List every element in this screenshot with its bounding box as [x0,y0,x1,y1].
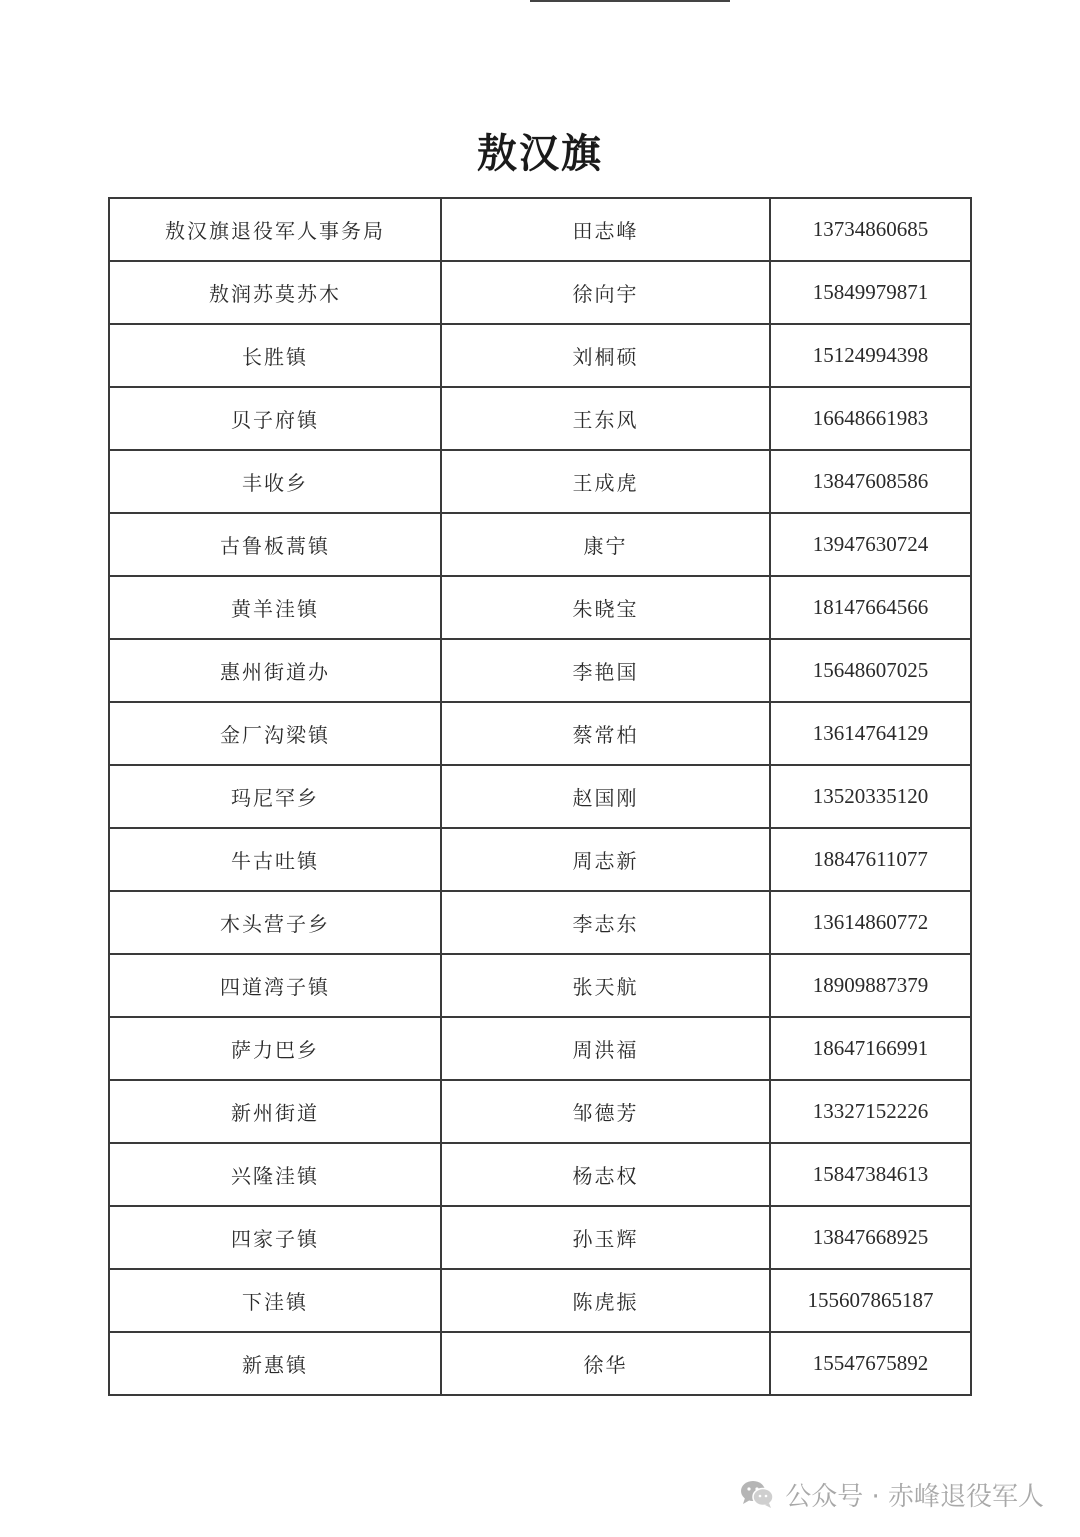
watermark-text: 公众号 · 赤峰退役军人 [785,1481,1044,1512]
phone-cell: 15847384613 [770,1143,971,1206]
name-cell: 李艳国 [441,639,770,702]
unit-cell: 敖润苏莫苏木 [109,261,441,324]
name-cell: 康宁 [441,513,770,576]
table-row [109,954,971,1017]
unit-cell: 牛古吐镇 [109,828,441,891]
phone-cell: 18847611077 [770,828,971,891]
phone-cell: 13614764129 [770,702,971,765]
unit-cell: 黄羊洼镇 [109,576,441,639]
table-row [109,576,971,639]
table-row [109,1080,971,1143]
watermark [739,1474,1044,1514]
unit-cell: 金厂沟梁镇 [109,702,441,765]
name-cell: 杨志权 [441,1143,770,1206]
phone-cell: 13947630724 [770,513,971,576]
table-row [109,513,971,576]
table-row [109,450,971,513]
phone-cell: 18909887379 [770,954,971,1017]
name-cell: 邹德芳 [441,1080,770,1143]
name-cell: 王东风 [441,387,770,450]
phone-cell: 155607865187 [770,1269,971,1332]
name-cell: 徐华 [441,1332,770,1395]
unit-cell: 贝子府镇 [109,387,441,450]
unit-cell: 丰收乡 [109,450,441,513]
phone-cell: 13734860685 [770,198,971,261]
table-row [109,639,971,702]
phone-cell: 13520335120 [770,765,971,828]
unit-cell: 四家子镇 [109,1206,441,1269]
unit-cell: 萨力巴乡 [109,1017,441,1080]
phone-cell: 15849979871 [770,261,971,324]
unit-cell: 新州街道 [109,1080,441,1143]
phone-cell: 13614860772 [770,891,971,954]
name-cell: 周洪福 [441,1017,770,1080]
phone-cell: 13327152226 [770,1080,971,1143]
top-edge-mark [530,0,730,2]
name-cell: 周志新 [441,828,770,891]
phone-cell: 15124994398 [770,324,971,387]
table-row [109,1017,971,1080]
name-cell: 王成虎 [441,450,770,513]
unit-cell: 长胜镇 [109,324,441,387]
name-cell: 刘桐硕 [441,324,770,387]
unit-cell: 兴隆洼镇 [109,1143,441,1206]
name-cell: 蔡常柏 [441,702,770,765]
table-row [109,324,971,387]
phone-cell: 15547675892 [770,1332,971,1395]
table-row [109,765,971,828]
table-row [109,1269,971,1332]
name-cell: 孙玉辉 [441,1206,770,1269]
contact-table [108,197,972,1396]
table-row [109,891,971,954]
table-row [109,198,971,261]
unit-cell: 古鲁板蒿镇 [109,513,441,576]
name-cell: 田志峰 [441,198,770,261]
name-cell: 张天航 [441,954,770,1017]
unit-cell: 下洼镇 [109,1269,441,1332]
name-cell: 陈虎振 [441,1269,770,1332]
phone-cell: 16648661983 [770,387,971,450]
page-title: 敖汉旗 [477,130,603,177]
unit-cell: 四道湾子镇 [109,954,441,1017]
name-cell: 李志东 [441,891,770,954]
phone-cell: 18647166991 [770,1017,971,1080]
name-cell: 徐向宇 [441,261,770,324]
unit-cell: 敖汉旗退役军人事务局 [109,198,441,261]
unit-cell: 惠州街道办 [109,639,441,702]
table-row [109,261,971,324]
unit-cell: 玛尼罕乡 [109,765,441,828]
name-cell: 朱晓宝 [441,576,770,639]
table-row [109,828,971,891]
table-row [109,387,971,450]
table-row [109,702,971,765]
wechat-icon [739,1479,775,1509]
table-row [109,1206,971,1269]
table-row [109,1143,971,1206]
phone-cell: 18147664566 [770,576,971,639]
phone-cell: 13847608586 [770,450,971,513]
phone-cell: 13847668925 [770,1206,971,1269]
unit-cell: 新惠镇 [109,1332,441,1395]
name-cell: 赵国刚 [441,765,770,828]
unit-cell: 木头营子乡 [109,891,441,954]
phone-cell: 15648607025 [770,639,971,702]
table-row [109,1332,971,1395]
